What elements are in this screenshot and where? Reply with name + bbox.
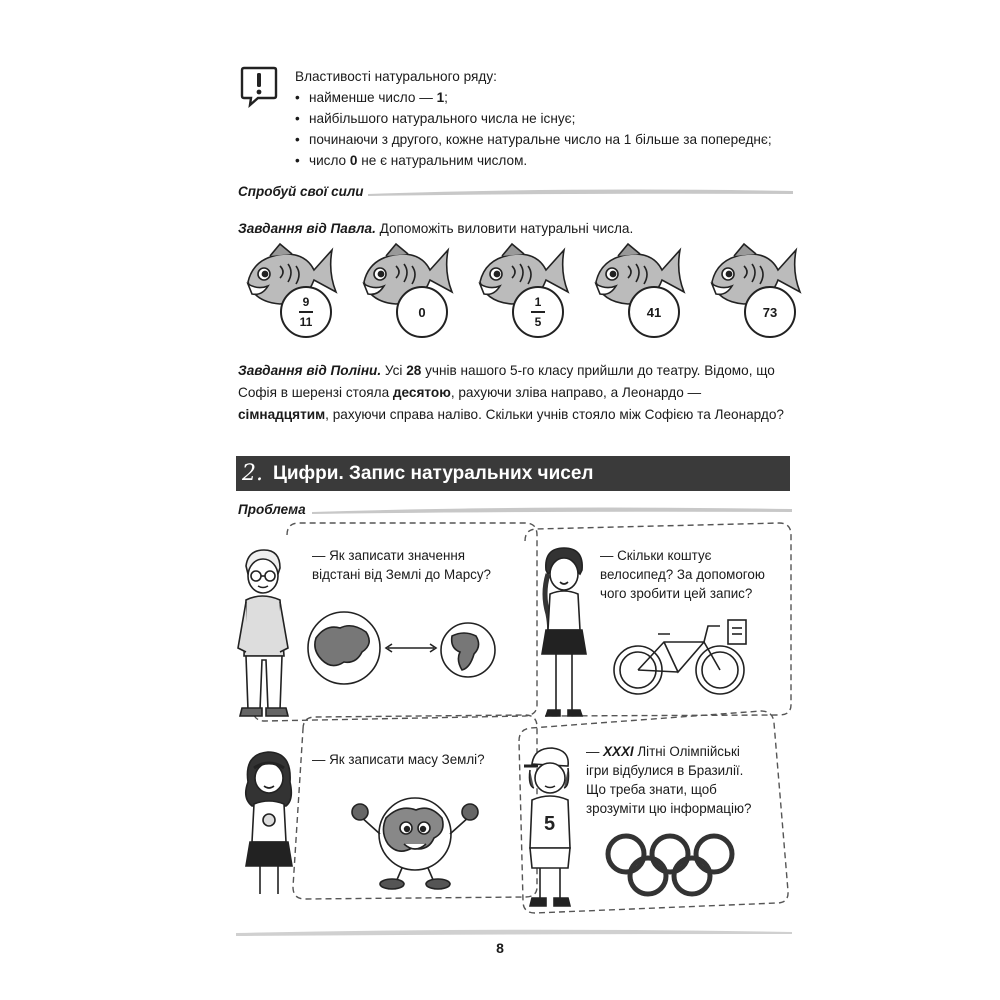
bubble-value: 73 (762, 304, 778, 320)
numerator: 9 (302, 295, 310, 310)
number-bubble[interactable] (280, 286, 332, 338)
problem-heading: Проблема (238, 502, 306, 517)
earth-character-illustration (350, 782, 480, 892)
number-bubble[interactable] (744, 286, 796, 338)
property-item: • найменше число — 1; (295, 87, 815, 108)
denominator: 11 (299, 314, 313, 329)
panel-question-earth-mass: — Як записати масу Землі? (312, 752, 485, 767)
fish-with-number (472, 242, 572, 347)
task-polina: Завдання від Поліни. Усі 28 учнів нашого 5-го класу прийшли до театру. Відомо, що Софія в шерензі стояла десятою, рахуючи зліва направо, а Леонардо — сімнадцятим, рахуючи справа наліво. Скільки учнів стояло між Софією та Леонардо? (238, 363, 784, 422)
girl-with-headband-illustration (238, 748, 300, 898)
property-item: • найбільшого натурального числа не існує; (295, 108, 815, 129)
section-title: Цифри. Запис натуральних чисел (273, 462, 594, 484)
section-number: 2. (242, 461, 263, 486)
property-item: • починаючи з другого, кожне натуральне число на 1 більше за попереднє; (295, 129, 815, 150)
boy-with-glasses-illustration (232, 548, 294, 718)
boy-with-cap-illustration (518, 744, 582, 910)
number-bubble[interactable] (512, 286, 564, 338)
numerator: 1 (534, 295, 542, 310)
jersey-number: 5 (544, 813, 556, 835)
bubble-value: 0 (418, 304, 426, 320)
denominator: 5 (534, 314, 542, 329)
olympic-rings-illustration (604, 830, 736, 902)
fish-with-number (704, 242, 804, 347)
section-title-bar (236, 456, 790, 491)
natural-series-properties (295, 66, 815, 171)
panel-question-bicycle: — Скільки коштує велосипед? За допомогою чого зробити цей запис? (600, 548, 765, 601)
heading-swoosh (368, 188, 793, 198)
task-pavlo: Завдання від Павла. Допоможіть виловити натуральні числа. (238, 221, 634, 236)
note-heading: Властивості натурального ряду: (295, 69, 497, 84)
bicycle-illustration (608, 616, 758, 696)
property-item: • число 0 не є натуральним числом. (295, 150, 815, 171)
number-bubble[interactable] (396, 286, 448, 338)
bubble-value: 41 (646, 304, 662, 320)
fish-with-number (588, 242, 688, 347)
girl-with-braid-illustration (534, 544, 594, 720)
fish-with-number (240, 242, 340, 347)
page-number: 8 (496, 940, 504, 956)
fish-with-number (356, 242, 456, 347)
try-heading: Спробуй свої сили (238, 184, 364, 199)
earth-mars-distance-illustration (306, 610, 496, 688)
panel-question-mars: — Як записати значення відстані від Землі до Марсу? (312, 548, 492, 582)
panel-question-olympics: — XXXI Літні Олімпійські ігри відбулися в Бразилії. Що треба знати, щоб зрозуміти цю інформацію? (586, 744, 752, 816)
footer-swoosh (236, 928, 792, 938)
exclamation-note-icon (240, 66, 278, 106)
number-bubble[interactable] (628, 286, 680, 338)
